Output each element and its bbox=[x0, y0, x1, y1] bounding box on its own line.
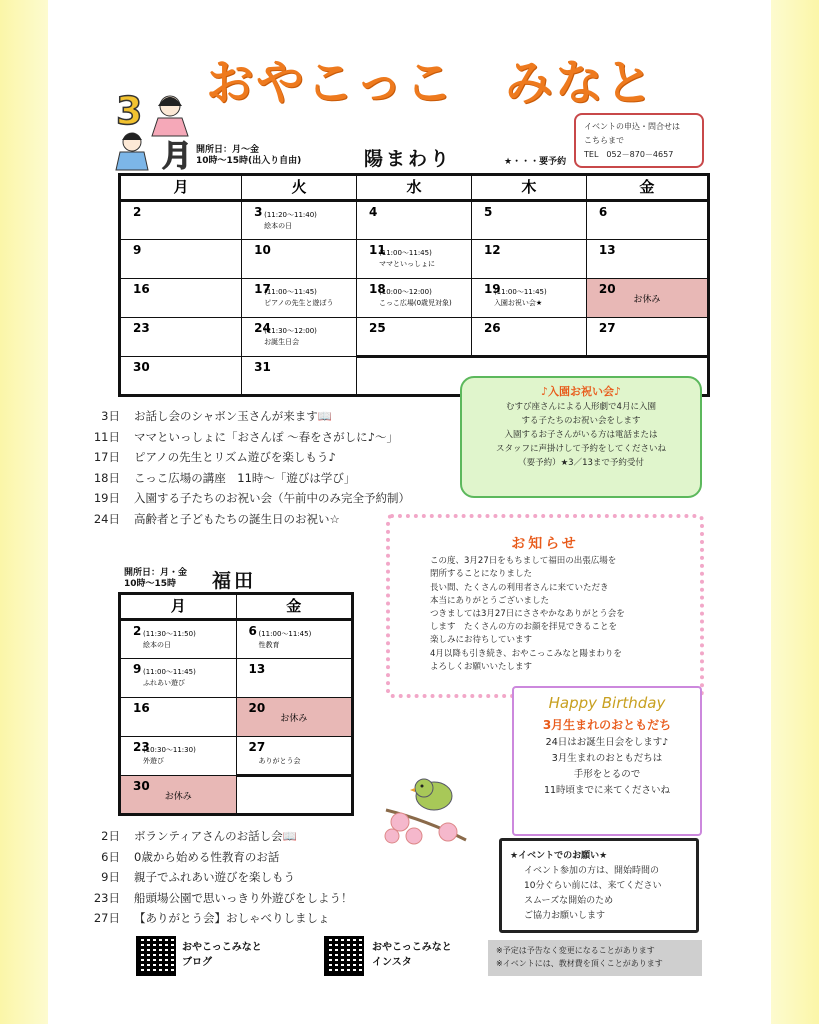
weekday-header: 水 bbox=[357, 175, 472, 201]
event-description: 0歳から始める性教育のお話 bbox=[134, 849, 280, 864]
birthday-title: 3月生まれのおともだち bbox=[542, 718, 672, 732]
calendar-week-row bbox=[120, 659, 353, 698]
notice-line: 本当にありがとうございました bbox=[430, 595, 550, 606]
disclaimer-line: ※イベントには、教材費を頂くことがあります bbox=[496, 959, 663, 968]
notice-line: 閉所することになりました bbox=[430, 569, 533, 580]
march-hina-illustration bbox=[114, 84, 194, 174]
birthday-line: 11時頃までに来てくださいね bbox=[543, 785, 671, 796]
event-date: 23日 bbox=[93, 890, 120, 905]
fukuda-open-days: 開所日：月・金 bbox=[124, 568, 188, 578]
contact-line: こちらまで bbox=[584, 136, 624, 145]
day-number: 6 bbox=[598, 205, 608, 219]
disclaimer-box bbox=[488, 940, 702, 976]
fukuda-open-time: 10時～15時 bbox=[124, 579, 177, 589]
calendar-day-cell bbox=[120, 357, 242, 396]
day-number: 23 bbox=[133, 740, 150, 754]
nyuen-line: スタッフに声掛けして予約をしてくださいね bbox=[495, 444, 666, 454]
event-date: 24日 bbox=[93, 511, 120, 526]
notice-line: この度、3月27日をもちまして福田の出張広場を bbox=[430, 556, 617, 567]
day-number: 27 bbox=[248, 740, 266, 754]
calendar-day-cell bbox=[242, 279, 357, 318]
event-request-board bbox=[499, 838, 699, 933]
notice-line: つきましては3月27日にささやかなありがとう会を bbox=[430, 609, 625, 620]
event-description: 親子でふれあい遊びを楽しもう bbox=[134, 870, 295, 885]
calendar-day-cell bbox=[357, 201, 472, 240]
day-number: 2 bbox=[133, 205, 142, 219]
blog-qr-code[interactable] bbox=[136, 936, 176, 976]
event-date: 11日 bbox=[93, 429, 120, 444]
closed-label: お休み bbox=[633, 295, 661, 305]
nyuen-line: むすび座さんによる人形劇で4月に入園 bbox=[506, 402, 656, 412]
day-number: 30 bbox=[133, 779, 150, 793]
hinata-hours bbox=[196, 145, 301, 167]
calendar-week-row bbox=[120, 318, 709, 357]
calendar-day-cell bbox=[471, 201, 586, 240]
weekday-header: 木 bbox=[471, 175, 586, 201]
event-time: (10:00～12:00) bbox=[379, 288, 432, 296]
event-time: (11:00～11:45) bbox=[264, 288, 317, 296]
hinata-title: 陽まわり bbox=[364, 148, 453, 170]
day-number: 12 bbox=[483, 243, 501, 257]
event-date: 2日 bbox=[101, 829, 120, 843]
nyuen-party-box bbox=[460, 376, 702, 498]
day-number: 13 bbox=[248, 662, 266, 676]
calendar-day-cell bbox=[357, 279, 472, 318]
fukuda-title: 福田 bbox=[212, 570, 257, 592]
blog-qr-label bbox=[182, 940, 262, 970]
calendar-empty bbox=[236, 776, 353, 815]
birthday-line: 24日はお誕生日会をします♪ bbox=[545, 737, 669, 748]
day-number: 17 bbox=[254, 282, 271, 296]
calendar-day-cell bbox=[586, 201, 708, 240]
board-line: ご協力お願いします bbox=[524, 911, 606, 921]
day-number: 11 bbox=[369, 243, 386, 257]
event-date: 6日 bbox=[101, 849, 120, 864]
calendar-day-cell bbox=[242, 357, 357, 396]
calendar-day-cell bbox=[357, 318, 472, 357]
calendar-day-cell bbox=[236, 620, 353, 659]
calendar-day-cell bbox=[242, 201, 357, 240]
weekday-header: 金 bbox=[586, 175, 708, 201]
hinata-open-time: 10時～15時(出入り自由) bbox=[196, 156, 302, 166]
event-name: こっこ広場(0歳児対象) bbox=[379, 299, 452, 307]
hinata-open-days: 開所日：月～金 bbox=[196, 145, 260, 155]
event-name: お誕生日会 bbox=[264, 338, 300, 346]
event-name: 外遊び bbox=[143, 757, 164, 765]
event-name: ママといっしょに bbox=[379, 260, 436, 268]
day-number: 31 bbox=[254, 360, 271, 374]
event-time: (10:30～11:30) bbox=[143, 746, 196, 754]
event-name: 絵本の日 bbox=[264, 222, 293, 230]
notice-box bbox=[400, 538, 690, 674]
fukuda-hours bbox=[124, 568, 187, 590]
calendar-week-row bbox=[120, 201, 709, 240]
fukuda-event-list bbox=[90, 826, 470, 929]
event-description: 船頭場公園で思いっきり外遊びをしよう！ bbox=[134, 890, 353, 905]
notice-line: 楽しみにお待ちしています bbox=[430, 635, 533, 646]
calendar-day-cell bbox=[471, 279, 586, 318]
event-time: (11:30～12:00) bbox=[264, 327, 317, 335]
calendar-day-cell bbox=[471, 318, 586, 357]
calendar-day-cell bbox=[120, 201, 242, 240]
calendar-day-cell bbox=[120, 659, 237, 698]
calendar-day-cell bbox=[586, 318, 708, 357]
event-description: ボランティアさんのお話し会📖 bbox=[134, 829, 297, 843]
calendar-day-cell bbox=[120, 279, 242, 318]
day-number: 26 bbox=[483, 321, 501, 335]
day-number: 25 bbox=[369, 321, 386, 335]
birthday-line: 3月生まれのおともだちは bbox=[551, 753, 663, 764]
day-number: 10 bbox=[254, 243, 271, 257]
event-date: 17日 bbox=[93, 450, 120, 465]
event-list-item bbox=[90, 488, 450, 509]
day-number: 16 bbox=[133, 282, 150, 296]
board-title: ★イベントでのお願い★ bbox=[510, 851, 608, 861]
event-list-item bbox=[90, 847, 470, 868]
insta-label: インスタ bbox=[372, 957, 412, 968]
svg-text:3: 3 bbox=[116, 89, 143, 133]
svg-text:月: 月 bbox=[162, 139, 192, 174]
calendar-week-row bbox=[120, 776, 353, 815]
fukuda-calendar bbox=[118, 592, 354, 816]
calendar-day-cell bbox=[236, 698, 353, 737]
calendar-week-row bbox=[120, 737, 353, 776]
closed-label: お休み bbox=[280, 714, 308, 724]
weekday-header: 月 bbox=[120, 594, 237, 620]
closed-label: お休み bbox=[164, 792, 192, 802]
event-list-item bbox=[90, 427, 450, 448]
event-time: (11:00～11:45) bbox=[379, 249, 432, 257]
calendar-day-cell bbox=[236, 737, 353, 776]
event-list-item bbox=[90, 867, 470, 888]
event-date: 18日 bbox=[93, 470, 120, 485]
event-description: こっこ広場の講座 11時～「遊びは学び」 bbox=[134, 470, 356, 485]
day-number: 5 bbox=[483, 205, 493, 219]
birthday-box bbox=[512, 686, 702, 836]
insta-qr-code[interactable] bbox=[324, 936, 364, 976]
event-description: 高齢者と子どもたちの誕生日のお祝い☆ bbox=[134, 511, 340, 526]
insta-qr-label bbox=[372, 940, 452, 970]
notice-line: 4月以降も引き続き、おやこっこみなと陽まわりを bbox=[430, 648, 622, 659]
event-time: (11:20～11:40) bbox=[264, 211, 317, 219]
event-time: (11:30～11:50) bbox=[143, 630, 196, 638]
event-date: 19日 bbox=[93, 491, 120, 506]
calendar-day-cell bbox=[120, 698, 237, 737]
insta-name: おやこっこみなと bbox=[372, 942, 452, 953]
day-number: 2 bbox=[133, 624, 142, 638]
event-list-item bbox=[90, 406, 450, 427]
notice-line: します たくさんの方のお顔を拝見できることを bbox=[430, 622, 618, 633]
event-date: 27日 bbox=[93, 911, 120, 926]
event-name: 入園お祝い会★ bbox=[493, 299, 543, 307]
calendar-week-row bbox=[120, 698, 353, 737]
blog-label: ブログ bbox=[182, 957, 212, 968]
event-description: 【ありがとう会】おしゃべりしましょ bbox=[134, 911, 330, 926]
day-number: 27 bbox=[598, 321, 616, 335]
calendar-day-cell bbox=[242, 318, 357, 357]
newsletter-title: おやこっこ みなと bbox=[206, 55, 656, 111]
contact-line: イベントの申込・問合せは bbox=[584, 122, 680, 131]
event-name: ありがとう会 bbox=[258, 757, 301, 765]
event-name: 絵本の日 bbox=[143, 641, 171, 649]
day-number: 30 bbox=[133, 360, 150, 374]
weekday-header: 月 bbox=[120, 175, 242, 201]
day-number: 3 bbox=[254, 205, 263, 219]
event-date: 9日 bbox=[101, 870, 120, 885]
calendar-day-cell bbox=[357, 240, 472, 279]
nyuen-line: する子たちのお祝い会をします bbox=[521, 416, 641, 426]
contact-phone: TEL 052－870－4657 bbox=[584, 150, 674, 159]
day-number: 23 bbox=[133, 321, 150, 335]
day-number: 9 bbox=[133, 243, 142, 257]
calendar-day-cell bbox=[120, 318, 242, 357]
hinata-calendar bbox=[118, 173, 710, 397]
calendar-day-cell bbox=[242, 240, 357, 279]
event-time: (11:00～11:45) bbox=[258, 630, 312, 638]
event-description: お話し会のシャボン玉さんが来ます📖 bbox=[134, 409, 333, 423]
day-number: 20 bbox=[598, 282, 616, 296]
notice-line: よろしくお願いいたします bbox=[430, 661, 533, 672]
calendar-day-cell bbox=[120, 240, 242, 279]
event-time: (11:00～11:45) bbox=[143, 668, 196, 676]
day-number: 4 bbox=[369, 205, 378, 219]
board-line: スムーズな開始のため bbox=[524, 896, 614, 906]
event-time: (11:00～11:45) bbox=[493, 288, 547, 296]
calendar-day-cell bbox=[120, 737, 237, 776]
event-list-item bbox=[90, 888, 470, 909]
event-description: ピアノの先生とリズム遊びを楽しもう♪ bbox=[134, 450, 336, 465]
weekday-header: 金 bbox=[236, 594, 353, 620]
contact-box bbox=[574, 113, 704, 168]
calendar-day-cell bbox=[471, 240, 586, 279]
day-number: 16 bbox=[133, 701, 150, 715]
calendar-day-cell bbox=[586, 279, 708, 318]
event-description: 入園する子たちのお祝い会（午前中のみ完全予約制） bbox=[134, 491, 410, 506]
calendar-week-row bbox=[120, 240, 709, 279]
calendar-empty bbox=[357, 357, 472, 396]
calendar-week-row bbox=[120, 279, 709, 318]
day-number: 20 bbox=[248, 701, 266, 715]
calendar-day-cell bbox=[120, 620, 237, 659]
event-list-item bbox=[90, 468, 450, 489]
weekday-header: 火 bbox=[242, 175, 357, 201]
event-list-item bbox=[90, 826, 470, 847]
day-number: 24 bbox=[254, 321, 271, 335]
nyuen-line: （要予約）★3／13まで予約受付 bbox=[518, 458, 644, 468]
day-number: 13 bbox=[598, 243, 616, 257]
birthday-line: 手形をとるので bbox=[573, 769, 641, 780]
notice-line: 長い間、たくさんの利用者さんに来ていただき bbox=[430, 582, 609, 593]
blog-name: おやこっこみなと bbox=[182, 942, 262, 953]
event-date: 3日 bbox=[101, 409, 120, 423]
birthday-heading: Happy Birthday bbox=[548, 694, 666, 712]
day-number: 9 bbox=[133, 662, 142, 676]
calendar-week-row bbox=[120, 620, 353, 659]
hinata-event-list bbox=[90, 406, 450, 530]
event-description: ママといっしょに「おさんぽ ～春をさがしに♪～」 bbox=[134, 429, 398, 444]
nyuen-line: 入園するお子さんがいる方は電話または bbox=[504, 430, 658, 440]
board-line: 10分ぐらい前には、来てください bbox=[524, 881, 662, 891]
calendar-day-cell bbox=[236, 659, 353, 698]
disclaimer-line: ※予定は予告なく変更になることがあります bbox=[496, 946, 655, 955]
day-number: 6 bbox=[248, 624, 257, 638]
day-number: 19 bbox=[483, 282, 501, 296]
calendar-day-cell bbox=[120, 776, 237, 815]
notice-title: お知らせ bbox=[511, 536, 579, 552]
event-name: 性教育 bbox=[258, 641, 280, 649]
board-line: イベント参加の方は、開始時間の bbox=[524, 866, 660, 876]
event-list-item bbox=[90, 447, 450, 468]
reservation-note: ★・・・要予約 bbox=[504, 157, 567, 167]
calendar-day-cell bbox=[586, 240, 708, 279]
event-name: ふれあい遊び bbox=[143, 679, 185, 687]
event-name: ピアノの先生と遊ぼう bbox=[264, 299, 334, 307]
day-number: 18 bbox=[369, 282, 386, 296]
event-list-item bbox=[90, 908, 470, 929]
nyuen-party-title: ♪入園お祝い会♪ bbox=[540, 385, 622, 398]
